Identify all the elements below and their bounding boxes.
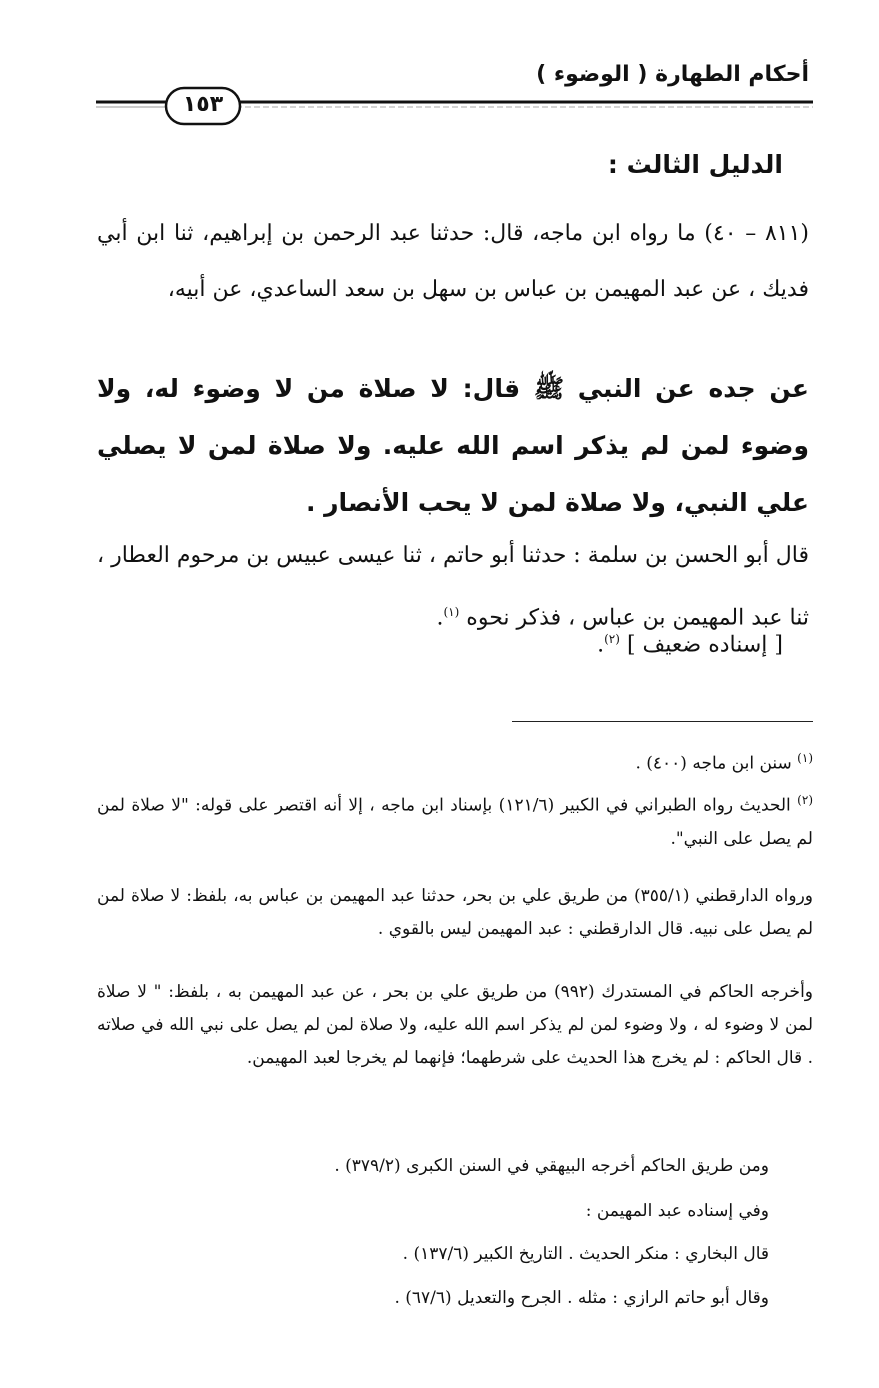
footnote-2-paragraph-daraqutni: ورواه الدارقطني (٣٥٥/١) من طريق علي بن بحر، حدثنا عبد المهيمن بن عباس به، بلفظ: لا صلاة لمن لم يصل على نبيه. قال الدارقطني : عبد المهيمن ليس بالقوي . [97, 886, 813, 939]
page-number: ١٥٣ [182, 92, 224, 117]
grading-end: . [597, 632, 605, 658]
grading-text: [ إسناده ضعيف ] [626, 632, 783, 658]
running-header-title: أحكام الطهارة ( الوضوء ) [536, 62, 809, 87]
grading-line [597, 632, 783, 657]
hadith-text: عن جده عن النبي ﷺ قال: لا صلاة من لا وضوء له، ولا وضوء لمن لم يذكر اسم الله عليه. ولا صلاة لمن لا يصلي علي النبي، ولا صلاة لمن لا يحب الأنصار . [97, 374, 809, 517]
section-heading: الدليل الثالث : [607, 150, 783, 179]
footnote-2-paragraph-isnad: وفي إسناده عبد المهيمن : [585, 1201, 769, 1221]
footnote-2-text: الحديث رواه الطبراني في الكبير (١٢١/٦) بإسناد ابن ماجه ، إلا أنه اقتصر على قوله: "لا صلاة لمن لم يصل على النبي". [97, 795, 813, 849]
footnote-2-paragraph-hakim: وأخرجه الحاكم في المستدرك (٩٩٢) من طريق علي بن بحر ، عن عبد المهيمن به ، بلفظ: " لا صلاة لمن لا وضوء له ، ولا وضوء لمن لم يذكر اسم الله عليه، ولا صلاة لمن لم يصل على نبي الله في صلاته . قال الحاكم : لم يخرج هذا الحديث على شرطهما؛ فإنهما لم يخرجا لعبد المهيمن. [97, 982, 813, 1068]
footnote-separator [512, 721, 813, 722]
footnote-1-marker: (١) [797, 751, 813, 765]
footnote-2-paragraph-abu-hatim: وقال أبو حاتم الرازي : مثله . الجرح والتعديل (٦٧/٦) . [394, 1288, 769, 1308]
header-rule-ornament [0, 80, 879, 130]
chain-of-narration-paragraph: (٨١١ – ٤٠) ما رواه ابن ماجه، قال: حدثنا عبد الرحمن بن إبراهيم، ثنا ابن أبي فديك ، عن عبد المهيمن بن عباس بن سهل بن سعد الساعدي، عن أبيه، [97, 221, 809, 302]
second-chain-text: قال أبو الحسن بن سلمة : حدثنا أبو حاتم ، ثنا عيسى عبيس بن مرحوم العطار ، ثنا عبد المهيمن بن عباس ، فذكر نحوه [97, 543, 809, 631]
footnote-2-paragraph-bukhari: قال البخاري : منكر الحديث . التاريخ الكبير (١٣٧/٦) . [402, 1244, 769, 1264]
footnote-1 [97, 742, 813, 781]
footnote-ref-2[interactable]: (٢) [604, 632, 620, 646]
footnote-2 [97, 784, 813, 856]
footnote-ref-1[interactable]: (١) [443, 605, 460, 619]
footnote-2-marker: (٢) [797, 793, 813, 807]
second-chain-end: . [436, 605, 444, 631]
second-chain-paragraph [97, 528, 809, 646]
footnote-2-paragraph-bayhaqi: ومن طريق الحاكم أخرجه البيهقي في السنن الكبرى (٣٧٩/٢) . [334, 1156, 769, 1176]
footnote-1-text: سنن ابن ماجه (٤٠٠) . [635, 753, 792, 774]
